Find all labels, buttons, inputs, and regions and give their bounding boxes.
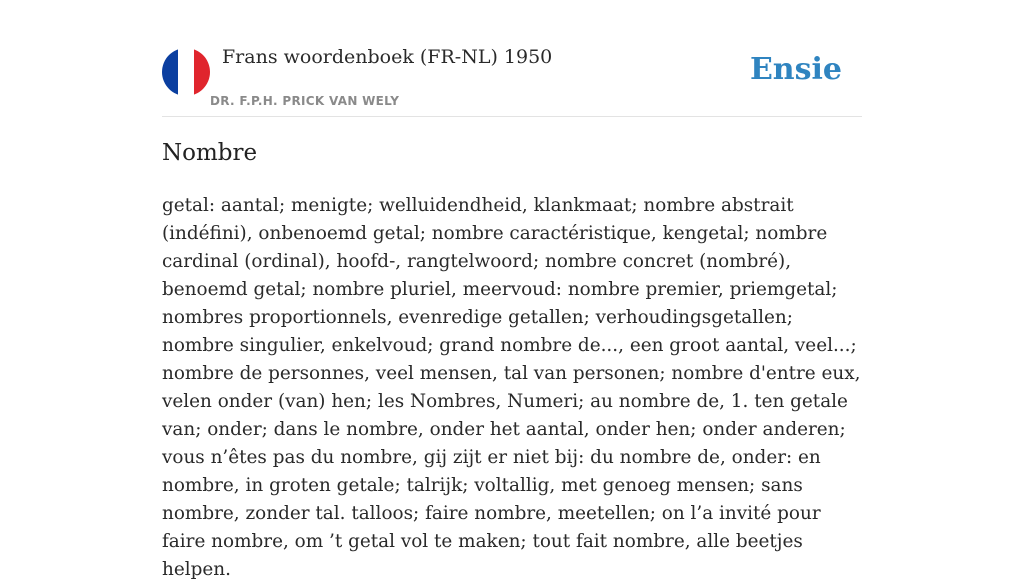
flag-stripe-red bbox=[194, 48, 210, 96]
brand-logo-link[interactable]: Ensie bbox=[749, 52, 842, 87]
flag-stripe-blue bbox=[162, 48, 178, 96]
flag-stripe-white bbox=[178, 48, 194, 96]
dictionary-title[interactable]: Frans woordenboek (FR-NL) 1950 bbox=[222, 46, 553, 68]
entry-definition: getal: aantal; menigte; welluidendheid, klankmaat; nombre abstrait (indéfini), onbenoemd getal; nombre caractéristique, kengetal; nombre cardinal (ordinal), hoofd-, rangtelwoord; nombre concret (nombré), benoemd getal; nombre pluriel, meervoud: nombre premier, priemgetal; nombres proportionnels, evenredige getallen; verhoudingsgetallen; nombre singulier, enkelvoud; grand nombre de..., een groot aantal, veel...; nombre de personnes, veel mensen, tal van personen; nombre d'entre eux, velen onder (van) hen; les Nombres, Numeri; au nombre de, 1. ten getale van; onder; dans le nombre, onder het aantal, onder hen; onder anderen; vous n’êtes pas du nombre, gij zijt er niet bij: du nombre de, onder: en nombre, in groten getale; talrijk; voltallig, met genoeg mensen; sans nombre, zonder tal. talloos; faire nombre, meetellen; on l’a invité pour faire nombre, om ’t getal vol te maken; tout fait nombre, alle beetjes helpen. bbox=[162, 195, 861, 580]
author-name: DR. F.P.H. PRICK VAN WELY bbox=[210, 94, 400, 108]
french-flag-icon bbox=[162, 48, 210, 96]
entry-title: Nombre bbox=[162, 140, 258, 166]
header bbox=[162, 40, 862, 117]
